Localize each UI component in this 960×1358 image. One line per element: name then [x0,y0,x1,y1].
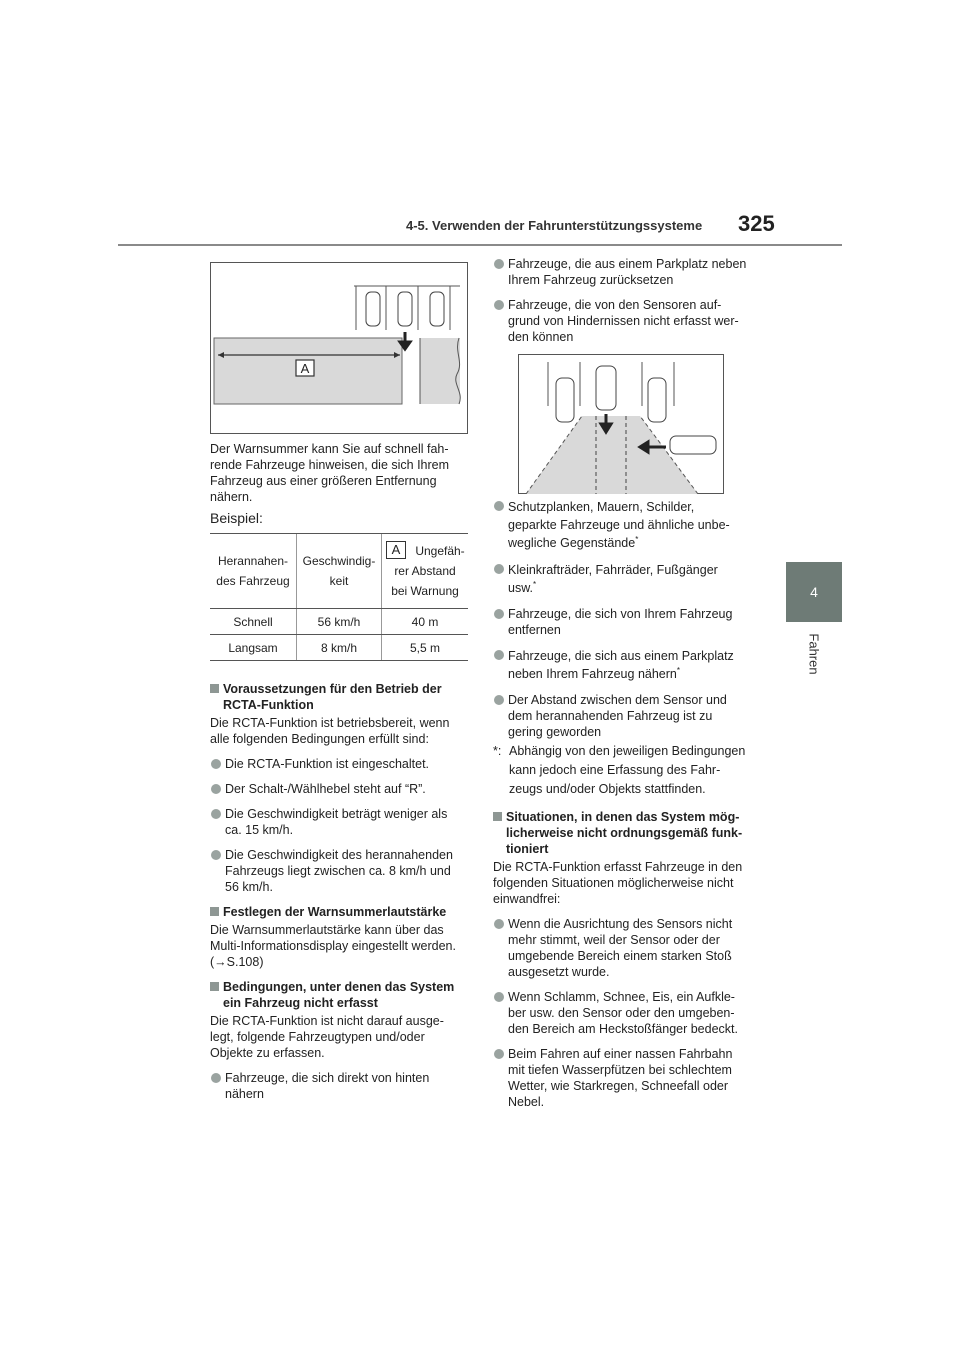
intro-line-1: Der Warnsummer kann Sie auf schnell fah- [210,442,449,456]
list-item: Beim Fahren auf einer nassen Fahrbahn mit tiefen Wasserpfützen bei schlechtem Wetter, wie Starkregen, Schneefall oder Nebel. [493,1046,755,1110]
th-speed-2: keit [329,574,349,588]
figure-sensor-coverage [518,354,724,494]
sec4-text-1: Die RCTA-Funktion erfasst Fahrzeuge in den [493,860,743,874]
list-item: Die Geschwindigkeit des herannahenden Fahrzeugs liegt zwischen ca. 8 km/h und 56 km/h. [210,847,475,895]
chapter-number: 4 [810,584,818,600]
bullet-icon [494,259,504,269]
list-item: Fahrzeuge, die aus einem Parkplatz neben Ihrem Fahrzeug zurücksetzen [493,256,755,288]
bullet-icon [494,609,504,619]
list-item: Die Geschwindigkeit beträgt weniger als ca. 15 km/h. [210,806,475,838]
footnote-marker: * [533,579,537,589]
sec2-text-1: Die Warnsummerlautstärke kann über das [210,923,444,937]
section-not-detected: Bedingungen, unter denen das System ein Fahrzeug nicht erfasst [210,979,475,1011]
sec3-text-2: legt, folgende Fahrzeugtypen und/oder [210,1030,425,1044]
bullet-icon [494,1049,504,1059]
chapter-label: Fahren [806,633,822,675]
th-speed-1: Geschwindig- [302,554,376,568]
sec1-text-1: Die RCTA-Funktion ist betriebsbereit, wenn [210,716,450,730]
bullet-icon [211,759,221,769]
intro-line-4: nähern. [210,490,253,504]
section-buzzer-volume: Festlegen der Warnsummerlautstärke [210,904,475,920]
parked-car-right [648,378,666,422]
cell-speed: 8 km/h [297,635,382,661]
page-reference-link[interactable]: (→S.108) [210,955,264,969]
cell-type: Langsam [210,635,297,661]
approaching-car [670,436,716,454]
section-square-icon [210,907,219,916]
parked-car-1 [366,292,380,326]
figure-approach-distance [210,262,468,434]
list-item: Fahrzeuge, die sich von Ihrem Fahrzeug entfernen [493,606,755,638]
bullet-icon [494,564,504,574]
own-car [398,292,412,326]
section-malfunction-situations: Situationen, in denen das System mög- licherweise nicht ordnungsgemäß funk- tioniert [493,809,755,857]
section-square-icon [493,812,502,821]
bullet-icon [211,1073,221,1083]
sec4-text-2: folgenden Situationen möglicherweise nicht [493,876,734,890]
sec4-text-3: einwandfrei: [493,892,561,906]
bullet-icon [494,650,504,660]
list-item: Die RCTA-Funktion ist eingeschaltet. [210,756,475,772]
example-table [210,533,468,661]
list-item: Wenn die Ausrichtung des Sensors nicht mehr stimmt, weil der Sensor oder der umgebende Bereich einem starken Stoß ausgesetzt wurde. [493,916,755,980]
th-type-1: Herannahen- [217,554,289,568]
list-item: Kleinkrafträder, Fahrräder, Fußgänger usw.* [493,561,755,597]
bullet-icon [211,784,221,794]
chapter-tab[interactable] [786,562,842,622]
footnote-marker: * [635,534,639,544]
bullet-icon [494,695,504,705]
th-distance-2: rer Abstand [394,564,456,578]
section-rcta-conditions: Voraussetzungen für den Betrieb der RCTA-Funktion [210,681,475,713]
list-item: Fahrzeuge, die von den Sensoren auf- grund von Hindernissen nicht erfasst wer- den können [493,297,755,345]
sec2-text-2: Multi-Informationsdisplay eingestellt werden. [210,939,456,953]
footnote-marker: * [676,665,680,675]
cell-distance: 40 m [382,609,469,635]
th-distance-1: Ungefäh- [415,544,465,558]
bullet-icon [494,300,504,310]
cell-type: Schnell [210,609,297,635]
table-row [210,635,468,661]
list-item: Wenn Schlamm, Schnee, Eis, ein Aufkle- ber usw. den Sensor oder den umgeben- den Bereich am Heckstoßfänger bedeckt. [493,989,755,1037]
intro-line-2: rende Fahrzeuge hinweisen, die sich Ihrem [210,458,450,472]
list-item: Der Schalt-/Wählhebel steht auf “R”. [210,781,475,797]
section-title: 4-5. Verwenden der Fahrunterstützungssysteme [406,218,703,233]
sec3-text-1: Die RCTA-Funktion ist nicht darauf ausge- [210,1014,444,1028]
list-item: Schutzplanken, Mauern, Schilder, geparkte Fahrzeuge und ähnliche unbe- wegliche Gegenstände* [493,498,755,552]
example-label: Beispiel: [210,510,263,526]
section-square-icon [210,982,219,991]
cell-distance: 5,5 m [382,635,469,661]
footnote: *: Abhängig von den jeweiligen Bedingungen kann jedoch eine Erfassung des Fahr- zeugs und/oder Objekts stattfinden. [493,744,746,796]
chapter-label-box [786,628,842,680]
bullet-icon [494,501,504,511]
table-label-a: A [386,541,406,559]
own-car [596,366,616,410]
list-item: Fahrzeuge, die sich aus einem Parkplatz neben Ihrem Fahrzeug nähern* [493,647,755,683]
th-type-2: des Fahrzeug [216,574,290,588]
cell-speed: 56 km/h [297,609,382,635]
bullet-icon [211,850,221,860]
sec3-text-3: Objekte zu erfassen. [210,1046,325,1060]
table-row [210,609,468,635]
parked-car-left [556,378,574,422]
page-number: 325 [738,211,775,236]
header-rule [118,244,842,246]
th-distance-3: bei Warnung [391,584,459,598]
parked-car-2 [430,292,444,326]
intro-line-3: Fahrzeug aus einer größeren Entfernung [210,474,437,488]
list-item: Der Abstand zwischen dem Sensor und dem herannahenden Fahrzeug ist zu gering geworden [493,692,755,740]
label-a: A [300,361,310,376]
bullet-icon [211,809,221,819]
bullet-icon [494,919,504,929]
list-item: Fahrzeuge, die sich direkt von hinten nähern [210,1070,475,1102]
bullet-icon [494,992,504,1002]
section-square-icon [210,684,219,693]
sec1-text-2: alle folgenden Bedingungen erfüllt sind: [210,732,429,746]
footnote-mark: *: [493,744,502,758]
